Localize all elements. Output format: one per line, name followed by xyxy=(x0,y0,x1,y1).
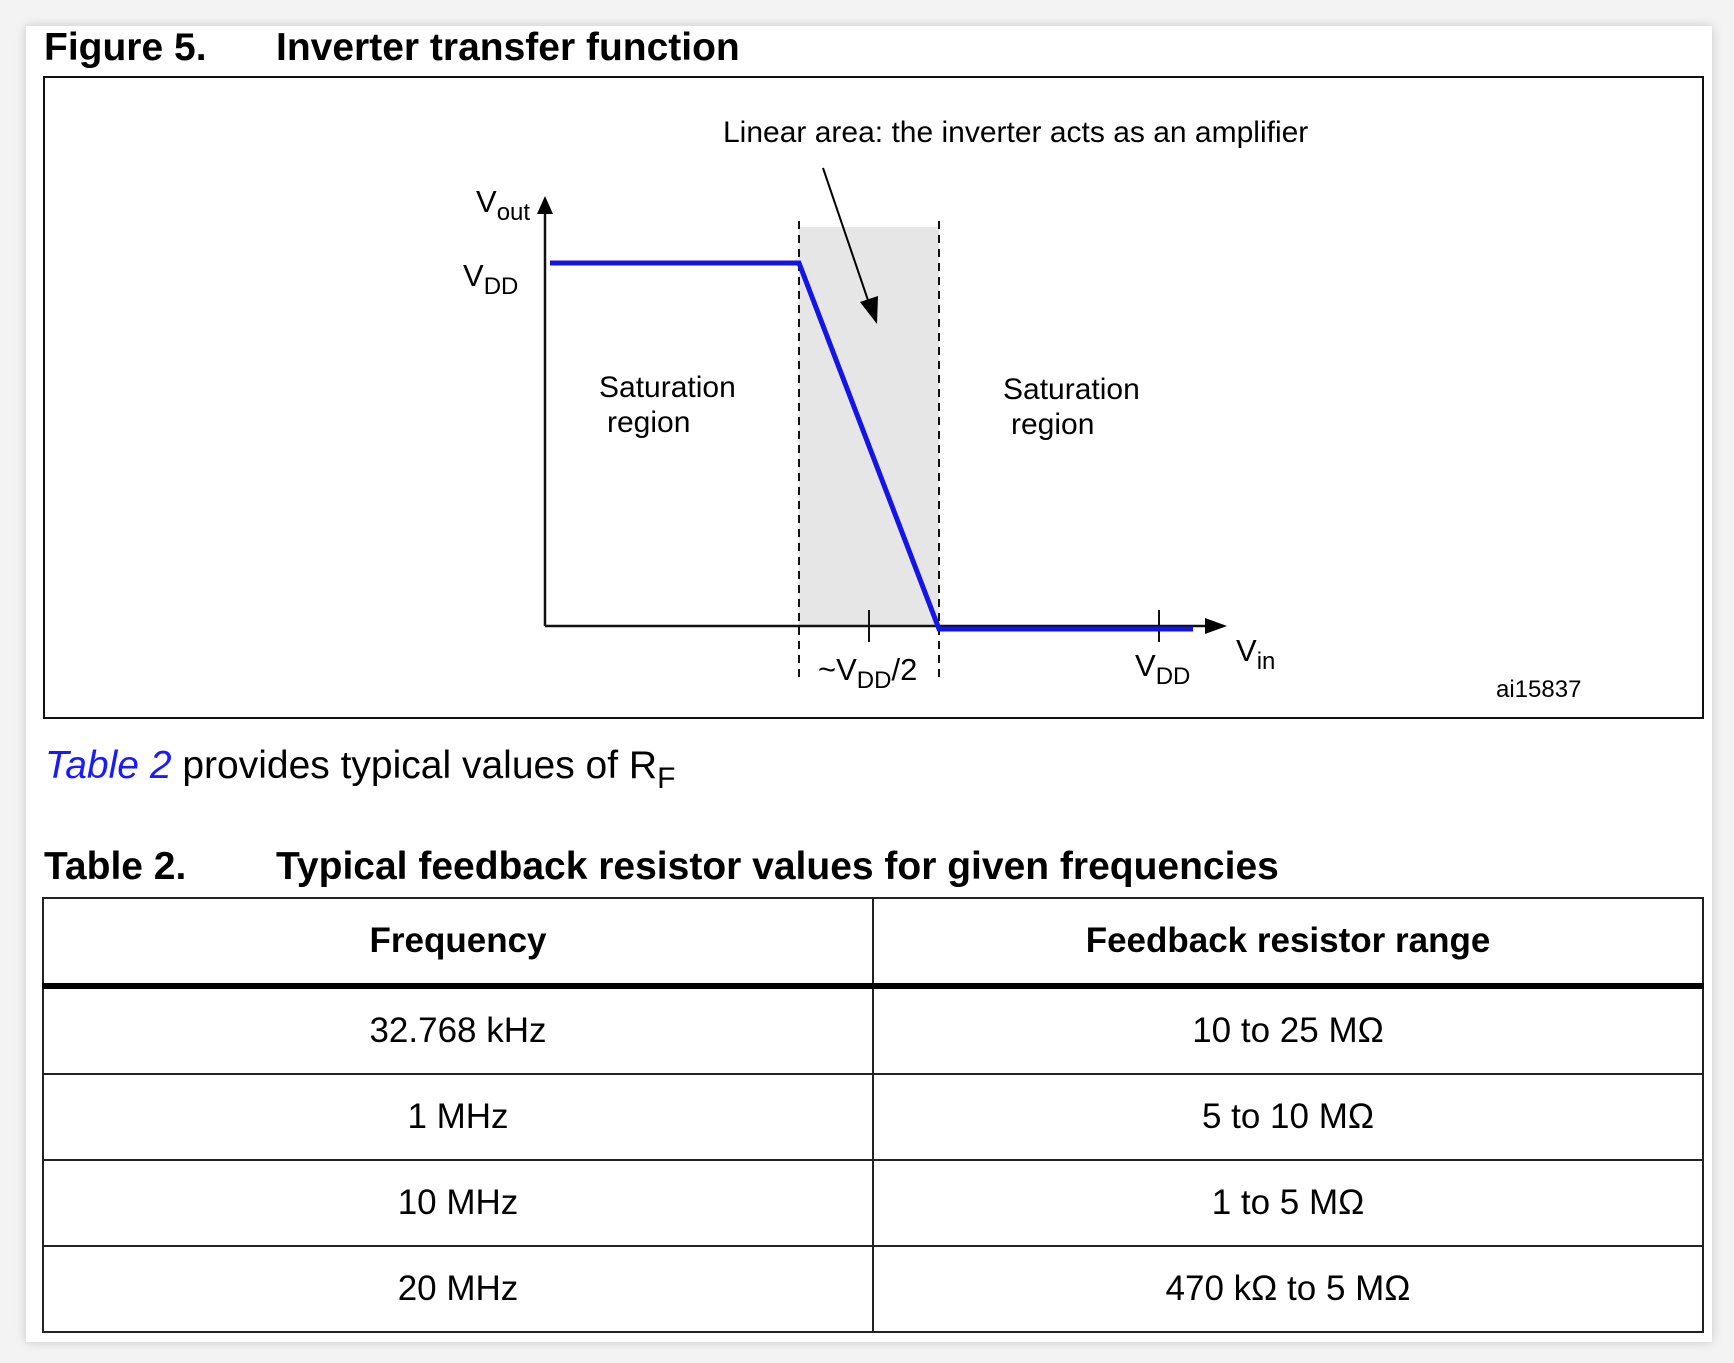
cell-frequency: 10 MHz xyxy=(43,1160,873,1246)
table-caption xyxy=(44,847,1279,886)
vdd-x-label: $V_{DD}$ xyxy=(1135,648,1191,690)
table-2-link[interactable]: Table 2 xyxy=(45,744,172,787)
left-region-label: Saturation xyxy=(599,371,736,404)
figure-caption xyxy=(44,28,740,67)
table-number: Table 2. xyxy=(44,845,187,888)
half-vdd-label: $\sim V_{DD}/2$ xyxy=(818,652,918,694)
y-axis-label: $V_{out}$ xyxy=(476,184,531,226)
figure-id: ai15837 xyxy=(1496,676,1582,703)
cell-resistor-range: 1 to 5 MΩ xyxy=(873,1160,1703,1246)
cell-resistor-range: 10 to 25 MΩ xyxy=(873,986,1703,1074)
header-frequency: Frequency xyxy=(43,898,873,986)
cell-frequency: 20 MHz xyxy=(43,1246,873,1332)
figure-number: Figure 5. xyxy=(44,26,207,69)
table-header-row xyxy=(43,898,1703,986)
figure-title: Inverter transfer function xyxy=(276,26,740,69)
table-row xyxy=(43,1074,1703,1160)
y-axis-arrow-icon xyxy=(537,196,553,214)
cell-resistor-range: 470 kΩ to 5 MΩ xyxy=(873,1246,1703,1332)
cell-resistor-range: 5 to 10 MΩ xyxy=(873,1074,1703,1160)
linear-area-shading xyxy=(799,227,939,627)
left-region-label-line2: region xyxy=(607,406,691,439)
figure-frame xyxy=(43,76,1704,719)
x-axis-label: $V_{in}$ xyxy=(1236,633,1276,675)
right-region-label-line2: region xyxy=(1011,408,1095,441)
transfer-function-diagram xyxy=(45,78,1702,717)
intro-text: provides typical values of R xyxy=(171,744,658,787)
right-region-label: Saturation xyxy=(1003,373,1140,406)
intro-paragraph xyxy=(45,746,675,794)
cell-frequency: 1 MHz xyxy=(43,1074,873,1160)
table-row xyxy=(43,1246,1703,1332)
feedback-resistor-table xyxy=(42,897,1704,1333)
vdd-y-label: $V_{DD}$ xyxy=(463,258,519,300)
table-row xyxy=(43,986,1703,1074)
table-row xyxy=(43,1160,1703,1246)
table-title: Typical feedback resistor values for given frequencies xyxy=(276,845,1279,888)
annotation-text: Linear area: the inverter acts as an amplifier xyxy=(723,116,1309,149)
header-feedback-resistor-range: Feedback resistor range xyxy=(873,898,1703,986)
intro-subscript: F xyxy=(657,762,676,795)
cell-frequency: 32.768 kHz xyxy=(43,986,873,1074)
x-axis-arrow-icon xyxy=(1205,618,1227,634)
